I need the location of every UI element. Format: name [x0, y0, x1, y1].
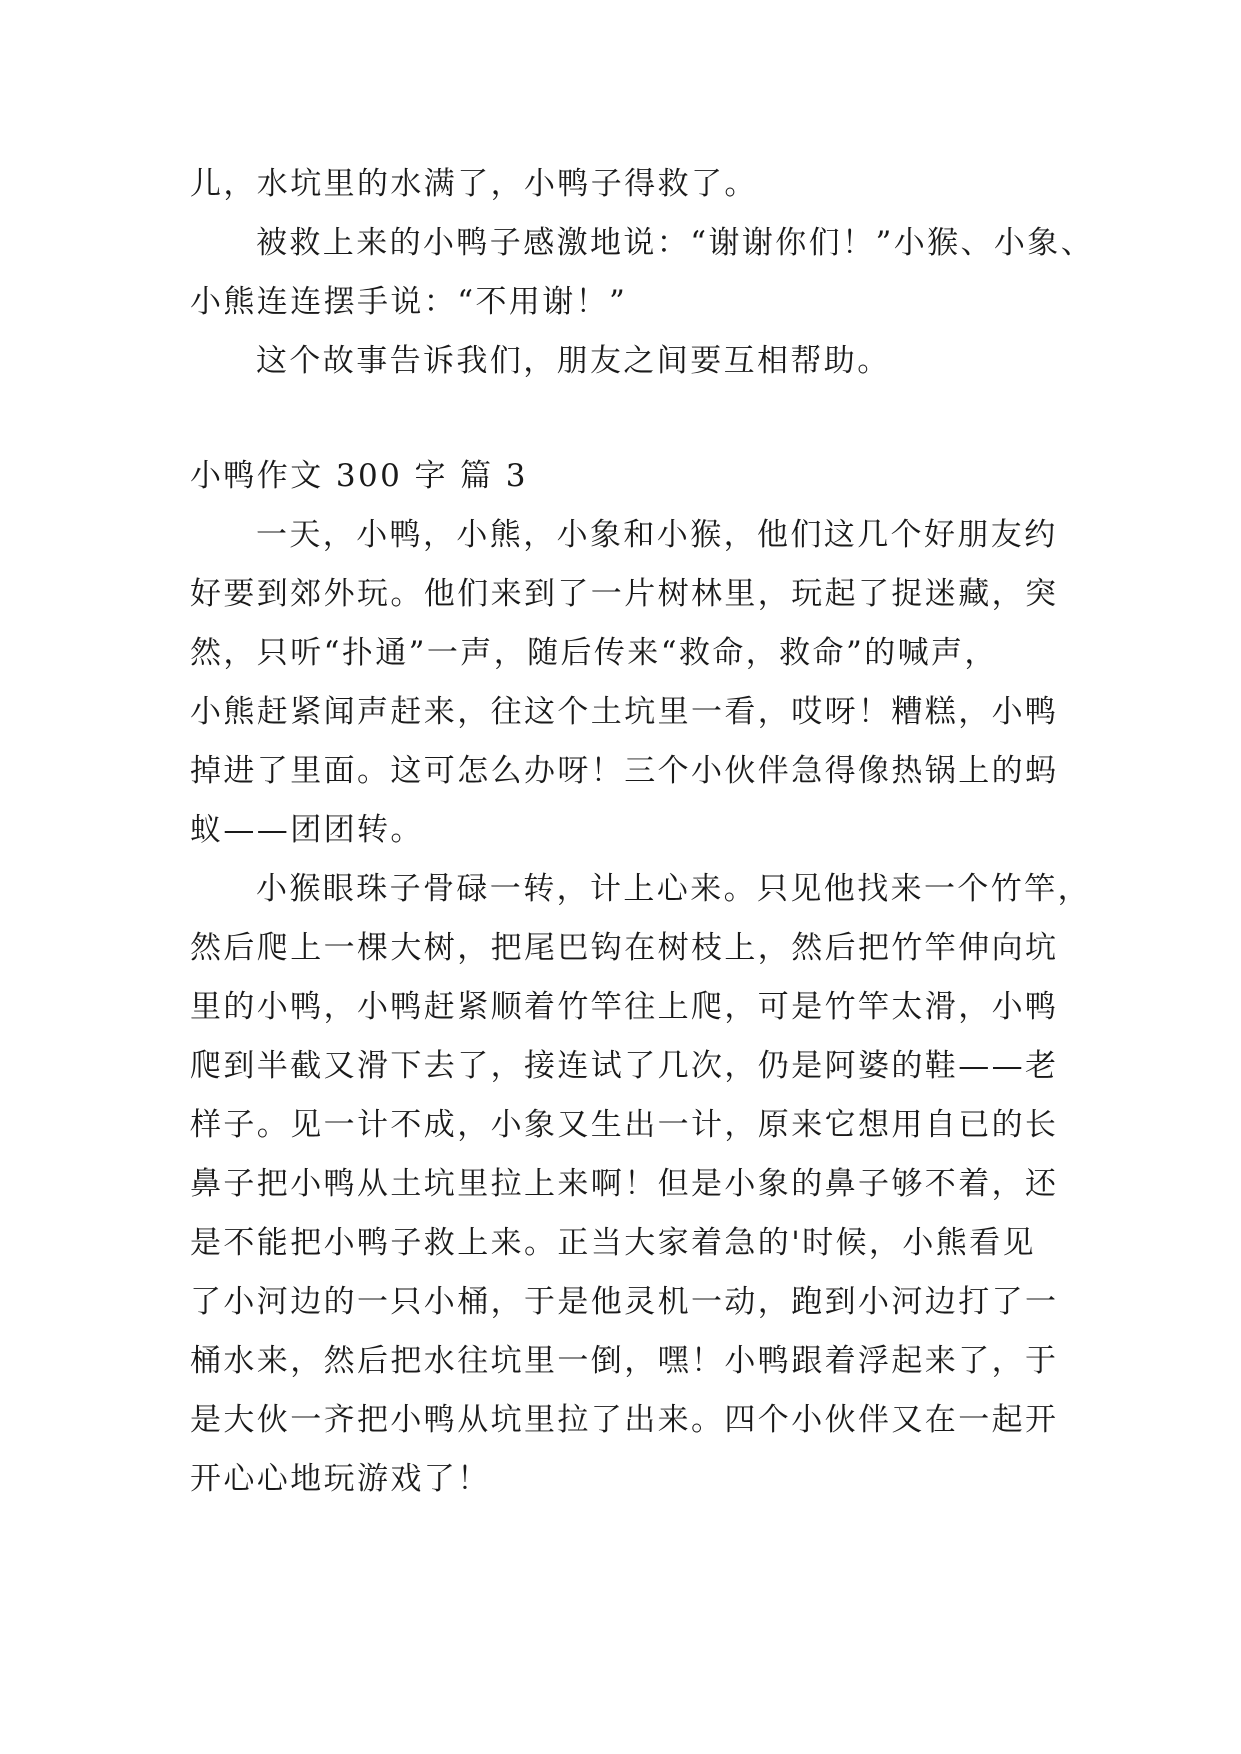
- text-line: 掉进了里面。这可怎么办呀！三个小伙伴急得像热锅上的蚂: [190, 753, 1059, 789]
- text-line: 蚁——团团转。: [190, 812, 424, 848]
- text-line: 爬到半截又滑下去了，接连试了几次，仍是阿婆的鞋——老: [190, 1048, 1059, 1084]
- section-heading: 小鸭作文 300 字 篇 3: [190, 458, 528, 494]
- text-line: 样子。见一计不成，小象又生出一计，原来它想用自已的长: [190, 1107, 1059, 1143]
- text-line: 儿，水坑里的水满了，小鸭子得救了。: [190, 166, 758, 202]
- text-line: 小熊连连摆手说：“不用谢！”: [190, 284, 628, 320]
- text-line: 里的小鸭，小鸭赶紧顺着竹竿往上爬，可是竹竿太滑，小鸭: [190, 989, 1059, 1025]
- text-line: 然，只听“扑通”一声，随后传来“救命，救命”的喊声，: [190, 635, 998, 671]
- text-line: 小熊赶紧闻声赶来，往这个土坑里一看，哎呀！糟糕，小鸭: [190, 694, 1059, 730]
- text-line: 小猴眼珠子骨碌一转，计上心来。只见他找来一个竹竿，: [256, 871, 1091, 907]
- text-line: 这个故事告诉我们，朋友之间要互相帮助。: [256, 343, 891, 379]
- text-line: 桶水来，然后把水往坑里一倒，嘿！小鸭跟着浮起来了，于: [190, 1343, 1059, 1379]
- text-line: 了小河边的一只小桶，于是他灵机一动，跑到小河边打了一: [190, 1284, 1059, 1320]
- text-line: 是不能把小鸭子救上来。正当大家着急的'时候，小熊看见: [190, 1225, 1036, 1261]
- text-line: 开心心地玩游戏了！: [190, 1461, 491, 1497]
- text-line: 被救上来的小鸭子感激地说：“谢谢你们！”小猴、小象、: [256, 225, 1095, 261]
- text-line: 鼻子把小鸭从土坑里拉上来啊！但是小象的鼻子够不着，还: [190, 1166, 1059, 1202]
- text-line: 好要到郊外玩。他们来到了一片树林里，玩起了捉迷藏，突: [190, 576, 1059, 612]
- text-line: 是大伙一齐把小鸭从坑里拉了出来。四个小伙伴又在一起开: [190, 1402, 1059, 1438]
- text-line: 一天，小鸭，小熊，小象和小猴，他们这几个好朋友约: [256, 517, 1058, 553]
- text-line: 然后爬上一棵大树，把尾巴钩在树枝上，然后把竹竿伸向坑: [190, 930, 1059, 966]
